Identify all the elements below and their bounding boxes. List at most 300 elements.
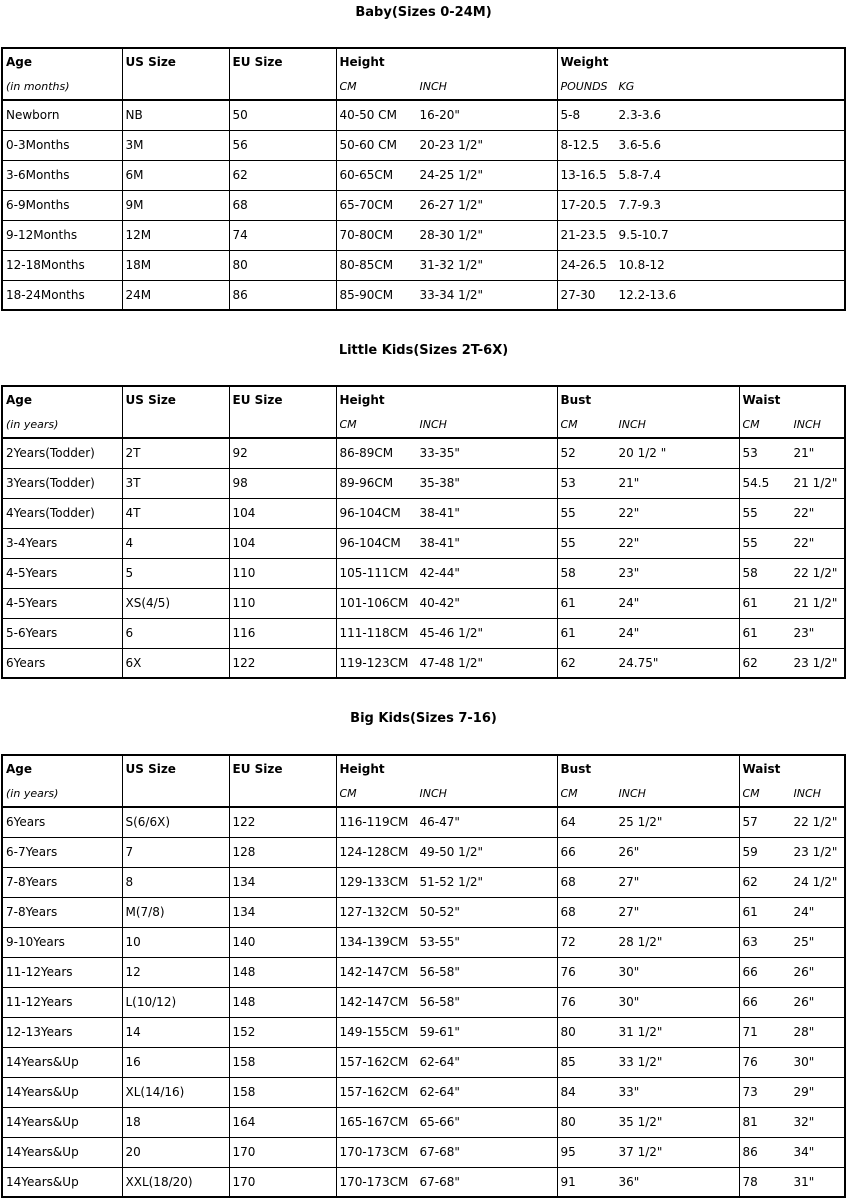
height-inch-value: 56-58" [419, 965, 460, 979]
table-row [2, 987, 845, 1017]
age-header: Age [2, 755, 122, 781]
bust-inch-value: 37 1/2" [618, 1145, 663, 1159]
bust-inch-value: 24" [618, 626, 640, 640]
waist-inch-label: INCH [793, 418, 821, 431]
waist-inch-value: 23 1/2" [793, 655, 838, 670]
height-cell [336, 807, 557, 837]
height-inch-value: 35-38" [419, 476, 460, 490]
bust-inch-value: 23" [618, 566, 640, 580]
waist-cm-value: 66 [742, 965, 758, 979]
bust-inch-value: 31 1/2" [618, 1025, 663, 1039]
waist-header: Waist [739, 755, 845, 781]
age-cell: 14Years&Up [2, 1137, 122, 1167]
bust-cell [557, 588, 739, 618]
us-size-cell: 5 [122, 558, 229, 588]
height-cm-value: 134-139CM [339, 935, 409, 949]
height-cm-value: 142-147CM [339, 965, 409, 979]
age-cell: 12-18Months [2, 250, 122, 280]
bust-cell [557, 648, 739, 678]
height-cm-value: 60-65CM [339, 168, 394, 182]
bust-cell [557, 1077, 739, 1107]
height-cell [336, 957, 557, 987]
height-cm-value: 96-104CM [339, 506, 401, 520]
weight-pounds-value: 8-12.5 [560, 138, 600, 152]
eu-size-cell: 104 [229, 498, 336, 528]
eu-size-cell: 128 [229, 837, 336, 867]
bust-inch-value: 28 1/2" [618, 935, 663, 949]
eu-size-cell: 148 [229, 987, 336, 1017]
table-row [2, 957, 845, 987]
waist-cell [739, 1017, 845, 1047]
height-cm-value: 157-162CM [339, 1055, 409, 1069]
bust-header: Bust [557, 386, 739, 412]
age-cell: 11-12Years [2, 987, 122, 1017]
height-inch-value: 46-47" [419, 815, 460, 830]
waist-cm-value: 61 [742, 596, 758, 610]
bust-inch-value: 22" [618, 536, 640, 550]
us-size-unit [122, 74, 229, 100]
height-cm-value: 157-162CM [339, 1085, 409, 1099]
waist-inch-value: 21 1/2" [793, 596, 838, 610]
waist-cm-value: 61 [742, 626, 758, 640]
bust-cm-value: 68 [560, 875, 576, 889]
little-kids-size-table [1, 385, 846, 679]
waist-cell [739, 588, 845, 618]
table-row [2, 220, 845, 250]
height-cell [336, 987, 557, 1017]
weight-pounds-value: 27-30 [560, 287, 596, 302]
waist-cm-value: 63 [742, 935, 758, 949]
age-cell: 2Years(Todder) [2, 438, 122, 468]
height-inch-value: 65-66" [419, 1115, 460, 1129]
height-cm-value: 165-167CM [339, 1115, 409, 1129]
eu-size-cell: 80 [229, 250, 336, 280]
waist-inch-value: 32" [793, 1115, 815, 1129]
table-row [2, 250, 845, 280]
waist-inch-value: 30" [793, 1055, 815, 1069]
table-row [2, 588, 845, 618]
waist-cm-value: 78 [742, 1174, 758, 1189]
bust-cell [557, 1047, 739, 1077]
us-size-cell: 9M [122, 190, 229, 220]
eu-size-cell: 158 [229, 1047, 336, 1077]
bust-inch-value: 26" [618, 845, 640, 859]
waist-cm-value: 53 [742, 446, 758, 461]
height-inch-value: 47-48 1/2" [419, 655, 484, 670]
bust-cell [557, 867, 739, 897]
height-cm-value: 142-147CM [339, 995, 409, 1009]
eu-size-cell: 158 [229, 1077, 336, 1107]
waist-cm-value: 55 [742, 506, 758, 520]
bust-inch-value: 21" [618, 476, 640, 490]
bust-cell [557, 957, 739, 987]
waist-inch-value: 23" [793, 626, 815, 640]
table-row [2, 897, 845, 927]
table-row [2, 528, 845, 558]
waist-units [739, 412, 845, 438]
age-header: Age [2, 386, 122, 412]
bust-cell [557, 927, 739, 957]
bust-cm-value: 76 [560, 995, 576, 1009]
waist-cm-value: 71 [742, 1025, 758, 1039]
waist-cm-value: 58 [742, 566, 758, 580]
height-cm-value: 96-104CM [339, 536, 401, 550]
age-cell: 0-3Months [2, 130, 122, 160]
height-inch-value: 40-42" [419, 596, 460, 610]
bust-inch-value: 20 1/2 " [618, 446, 667, 461]
height-cell [336, 867, 557, 897]
bust-cm-value: 53 [560, 476, 576, 490]
waist-inch-value: 22" [793, 536, 815, 550]
table-row [2, 280, 845, 310]
waist-cell [739, 1167, 845, 1197]
waist-cell [739, 987, 845, 1017]
age-cell: 3-6Months [2, 160, 122, 190]
eu-size-cell: 104 [229, 528, 336, 558]
height-inch-label: INCH [419, 787, 447, 800]
bust-cell [557, 498, 739, 528]
bust-cell [557, 1167, 739, 1197]
table-row [2, 1047, 845, 1077]
bust-cell [557, 987, 739, 1017]
eu-size-cell: 92 [229, 438, 336, 468]
height-inch-value: 59-61" [419, 1025, 460, 1039]
bust-cell [557, 1107, 739, 1137]
eu-size-cell: 62 [229, 160, 336, 190]
height-cell [336, 1167, 557, 1197]
bust-cm-value: 80 [560, 1025, 576, 1039]
age-cell: 3Years(Todder) [2, 468, 122, 498]
age-cell: 14Years&Up [2, 1167, 122, 1197]
eu-size-cell: 148 [229, 957, 336, 987]
bust-inch-value: 22" [618, 506, 640, 520]
bust-cm-label: CM [560, 418, 578, 431]
bust-inch-value: 36" [618, 1174, 640, 1189]
baby-table-title: Baby(Sizes 0-24M) [355, 5, 492, 20]
waist-cell [739, 897, 845, 927]
us-size-cell: 7 [122, 837, 229, 867]
waist-cm-value: 76 [742, 1055, 758, 1069]
eu-size-cell: 134 [229, 897, 336, 927]
height-inch-value: 16-20" [419, 108, 460, 123]
header-row [2, 48, 845, 74]
height-header: Height [336, 386, 557, 412]
bust-inch-value: 30" [618, 995, 640, 1009]
age-cell: 18-24Months [2, 280, 122, 310]
height-inch-label: INCH [419, 80, 447, 93]
us-size-cell: 4 [122, 528, 229, 558]
bust-units [557, 781, 739, 807]
height-cell [336, 1077, 557, 1107]
waist-cm-value: 62 [742, 655, 758, 670]
waist-inch-value: 21 1/2" [793, 476, 838, 490]
waist-cell [739, 927, 845, 957]
baby-size-table [1, 47, 846, 311]
eu-size-cell: 68 [229, 190, 336, 220]
waist-cell [739, 558, 845, 588]
height-cell [336, 100, 557, 130]
weight-cell [557, 280, 845, 310]
table-row [2, 558, 845, 588]
height-header: Height [336, 48, 557, 74]
height-inch-value: 42-44" [419, 566, 460, 580]
eu-size-cell: 170 [229, 1137, 336, 1167]
waist-cell [739, 807, 845, 837]
table-row [2, 1107, 845, 1137]
eu-size-cell: 164 [229, 1107, 336, 1137]
height-cm-value: 116-119CM [339, 815, 409, 830]
table-row [2, 468, 845, 498]
weight-kg-value: 3.6-5.6 [618, 138, 661, 152]
bust-inch-value: 33 1/2" [618, 1055, 663, 1069]
height-cm-value: 124-128CM [339, 845, 409, 859]
table-row [2, 1137, 845, 1167]
waist-cm-label: CM [742, 787, 760, 800]
eu-size-cell: 86 [229, 280, 336, 310]
height-inch-value: 56-58" [419, 995, 460, 1009]
waist-cell [739, 957, 845, 987]
weight-kg-value: 5.8-7.4 [618, 168, 661, 182]
table-row [2, 618, 845, 648]
bust-cm-value: 80 [560, 1115, 576, 1129]
height-cell [336, 130, 557, 160]
waist-inch-value: 22" [793, 506, 815, 520]
waist-cm-value: 81 [742, 1115, 758, 1129]
bust-inch-value: 27" [618, 875, 640, 889]
height-cm-value: 105-111CM [339, 566, 409, 580]
height-inch-value: 49-50 1/2" [419, 845, 484, 859]
eu-size-cell: 122 [229, 648, 336, 678]
bust-inch-value: 30" [618, 965, 640, 979]
table-row [2, 927, 845, 957]
us-size-cell: 8 [122, 867, 229, 897]
height-inch-value: 38-41" [419, 506, 460, 520]
bust-inch-value: 27" [618, 905, 640, 919]
weight-pounds-value: 17-20.5 [560, 198, 607, 212]
waist-inch-value: 26" [793, 965, 815, 979]
us-size-cell: 18M [122, 250, 229, 280]
us-size-cell: 12M [122, 220, 229, 250]
height-cm-value: 50-60 CM [339, 138, 397, 152]
eu-size-cell: 56 [229, 130, 336, 160]
us-size-cell: 16 [122, 1047, 229, 1077]
bust-cm-value: 64 [560, 815, 576, 830]
eu-size-cell: 170 [229, 1167, 336, 1197]
height-cell [336, 837, 557, 867]
age-cell: 7-8Years [2, 867, 122, 897]
bust-inch-value: 24.75" [618, 655, 659, 670]
waist-cm-value: 61 [742, 905, 758, 919]
waist-cm-value: 55 [742, 536, 758, 550]
waist-cell [739, 648, 845, 678]
age-cell: 6-9Months [2, 190, 122, 220]
unit-row [2, 412, 845, 438]
bust-cm-value: 91 [560, 1174, 576, 1189]
height-units [336, 781, 557, 807]
age-cell: 6Years [2, 807, 122, 837]
bust-cm-value: 66 [560, 845, 576, 859]
age-unit: (in years) [2, 781, 122, 807]
height-units [336, 412, 557, 438]
eu-size-header: EU Size [229, 755, 336, 781]
age-cell: 6Years [2, 648, 122, 678]
us-size-cell: 3M [122, 130, 229, 160]
waist-inch-value: 22 1/2" [793, 566, 838, 580]
bust-cm-value: 55 [560, 506, 576, 520]
bust-inch-label: INCH [618, 418, 646, 431]
height-cm-value: 170-173CM [339, 1145, 409, 1159]
unit-row [2, 781, 845, 807]
height-cm-value: 170-173CM [339, 1174, 409, 1189]
height-cm-value: 119-123CM [339, 655, 409, 670]
waist-cm-label: CM [742, 418, 760, 431]
us-size-cell: XS(4/5) [122, 588, 229, 618]
height-cell [336, 160, 557, 190]
waist-cell [739, 867, 845, 897]
age-unit: (in years) [2, 412, 122, 438]
weight-kg-value: 7.7-9.3 [618, 198, 661, 212]
height-cell [336, 528, 557, 558]
bust-cm-label: CM [560, 787, 578, 800]
waist-cell [739, 837, 845, 867]
height-inch-value: 67-68" [419, 1174, 460, 1189]
height-cell [336, 1137, 557, 1167]
bust-inch-value: 35 1/2" [618, 1115, 663, 1129]
waist-cm-value: 54.5 [742, 476, 770, 490]
bust-cell [557, 618, 739, 648]
bust-cm-value: 62 [560, 655, 576, 670]
big-kids-table-title: Big Kids(Sizes 7-16) [350, 711, 497, 726]
height-cell [336, 498, 557, 528]
waist-cm-value: 59 [742, 845, 758, 859]
waist-header: Waist [739, 386, 845, 412]
waist-cell [739, 1107, 845, 1137]
waist-inch-value: 29" [793, 1085, 815, 1099]
weight-cell [557, 100, 845, 130]
waist-inch-value: 23 1/2" [793, 845, 838, 859]
height-inch-value: 24-25 1/2" [419, 168, 484, 182]
height-units [336, 74, 557, 100]
waist-inch-value: 26" [793, 995, 815, 1009]
waist-inch-label: INCH [793, 787, 821, 800]
table-row [2, 190, 845, 220]
bust-cm-value: 85 [560, 1055, 576, 1069]
age-cell: 7-8Years [2, 897, 122, 927]
us-size-cell: 12 [122, 957, 229, 987]
unit-row [2, 74, 845, 100]
us-size-cell: 3T [122, 468, 229, 498]
us-size-header: US Size [122, 755, 229, 781]
height-cell [336, 438, 557, 468]
age-cell: 3-4Years [2, 528, 122, 558]
header-row [2, 755, 845, 781]
waist-inch-value: 24" [793, 905, 815, 919]
waist-inch-value: 31" [793, 1174, 815, 1189]
height-inch-label: INCH [419, 418, 447, 431]
waist-cm-value: 86 [742, 1145, 758, 1159]
height-cm-value: 80-85CM [339, 258, 394, 272]
height-cell [336, 1047, 557, 1077]
height-cm-value: 65-70CM [339, 198, 394, 212]
bust-cell [557, 468, 739, 498]
table-row [2, 160, 845, 190]
table-row [2, 130, 845, 160]
height-inch-value: 26-27 1/2" [419, 198, 484, 212]
height-cm-value: 89-96CM [339, 476, 394, 490]
height-inch-value: 28-30 1/2" [419, 228, 484, 242]
height-inch-value: 33-34 1/2" [419, 287, 484, 302]
height-cell [336, 648, 557, 678]
bust-cm-value: 76 [560, 965, 576, 979]
waist-inch-value: 28" [793, 1025, 815, 1039]
weight-pounds-value: 13-16.5 [560, 168, 607, 182]
waist-cell [739, 618, 845, 648]
age-cell: 9-10Years [2, 927, 122, 957]
waist-inch-value: 22 1/2" [793, 815, 838, 830]
bust-cm-value: 95 [560, 1145, 576, 1159]
height-cm-value: 70-80CM [339, 228, 394, 242]
weight-cell [557, 160, 845, 190]
us-size-header: US Size [122, 48, 229, 74]
waist-inch-value: 25" [793, 935, 815, 949]
bust-cm-value: 72 [560, 935, 576, 949]
table-row [2, 867, 845, 897]
us-size-cell: S(6/6X) [122, 807, 229, 837]
eu-size-cell: 152 [229, 1017, 336, 1047]
height-inch-value: 51-52 1/2" [419, 875, 484, 889]
bust-cm-value: 61 [560, 596, 576, 610]
us-size-cell: XXL(18/20) [122, 1167, 229, 1197]
height-cell [336, 250, 557, 280]
height-inch-value: 53-55" [419, 935, 460, 949]
height-cm-label: CM [339, 787, 357, 800]
us-size-cell: 2T [122, 438, 229, 468]
table-row [2, 1017, 845, 1047]
height-header: Height [336, 755, 557, 781]
table-row [2, 1077, 845, 1107]
height-cm-value: 85-90CM [339, 287, 394, 302]
height-inch-value: 38-41" [419, 536, 460, 550]
us-size-cell: 6 [122, 618, 229, 648]
height-inch-value: 33-35" [419, 446, 460, 461]
age-cell: 4-5Years [2, 588, 122, 618]
height-cell [336, 280, 557, 310]
bust-cm-value: 55 [560, 536, 576, 550]
us-size-unit [122, 412, 229, 438]
height-cell [336, 468, 557, 498]
height-cm-value: 101-106CM [339, 596, 409, 610]
waist-cell [739, 498, 845, 528]
bust-cm-value: 58 [560, 566, 576, 580]
eu-size-cell: 110 [229, 588, 336, 618]
weight-header: Weight [557, 48, 845, 74]
weight-units [557, 74, 845, 100]
us-size-cell: 24M [122, 280, 229, 310]
eu-size-cell: 110 [229, 558, 336, 588]
waist-cm-value: 62 [742, 875, 758, 889]
bust-inch-value: 25 1/2" [618, 815, 663, 830]
weight-kg-value: 10.8-12 [618, 258, 665, 272]
us-size-cell: L(10/12) [122, 987, 229, 1017]
eu-size-unit [229, 74, 336, 100]
bust-cell [557, 837, 739, 867]
age-cell: 12-13Years [2, 1017, 122, 1047]
bust-cell [557, 438, 739, 468]
waist-units [739, 781, 845, 807]
bust-cell [557, 1137, 739, 1167]
waist-cm-value: 73 [742, 1085, 758, 1099]
us-size-cell: XL(14/16) [122, 1077, 229, 1107]
